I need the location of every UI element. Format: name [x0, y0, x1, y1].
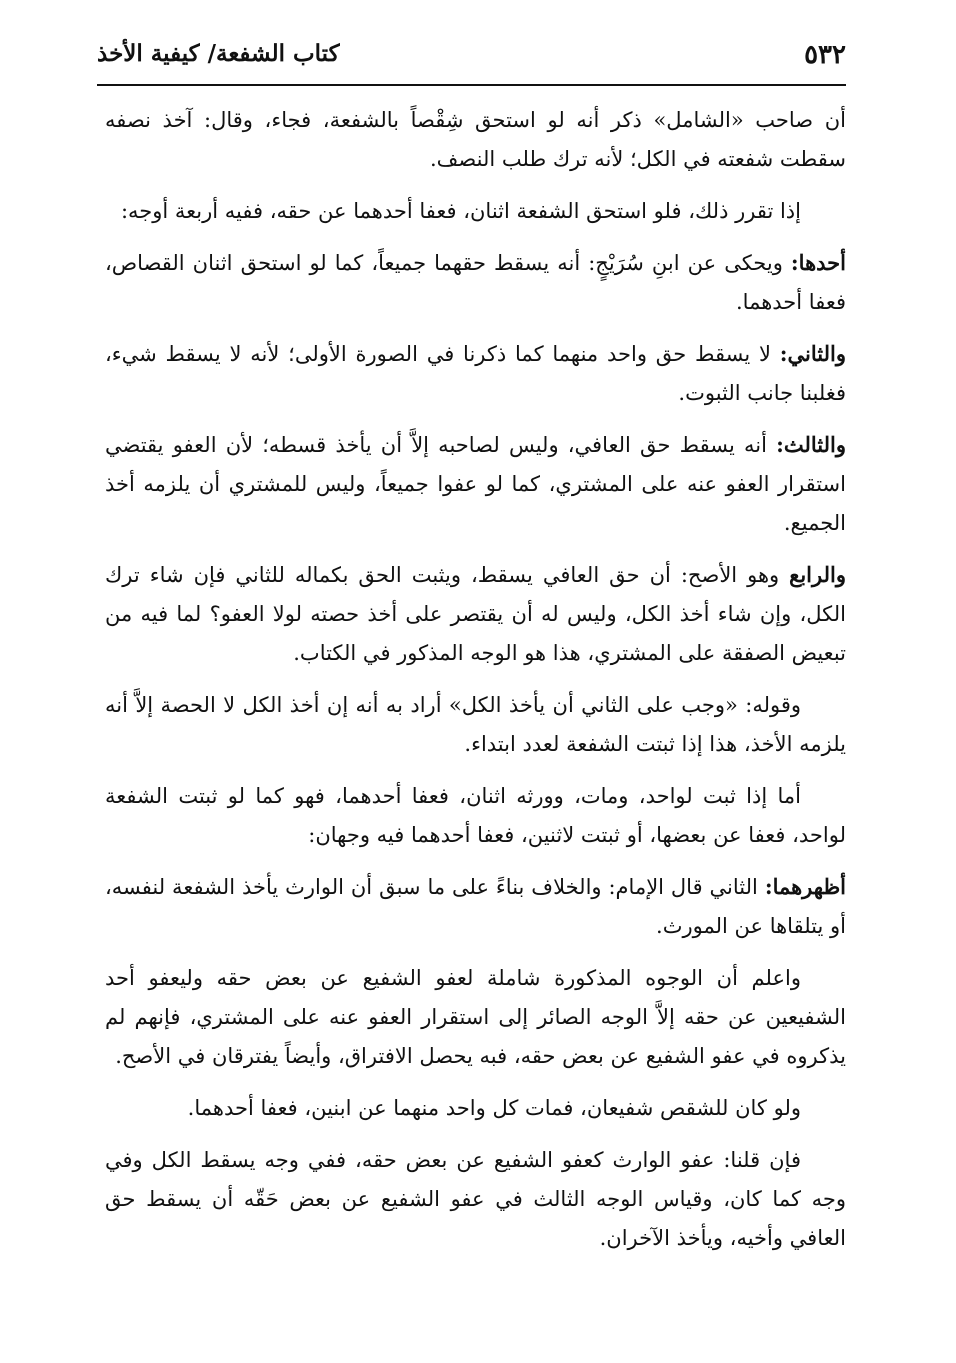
paragraph-lead: والرابع [789, 562, 846, 587]
paragraph-lead: والثالث: [776, 432, 846, 457]
paragraph-lead: أظهرهما: [764, 874, 846, 899]
paragraph-text: إذا تقرر ذلك، فلو استحق الشفعة اثنان، فعفا أحدهما عن حقه، ففيه أربعة أوجه: [120, 199, 801, 223]
paragraph-text: أن صاحب «الشامل» ذكر أنه لو استحق شِقْصاً بالشفعة، فجاء، وقال: آخذ نصفه سقطت شفعته في الكل؛ لأنه ترك طلب النصف. [105, 108, 846, 171]
paragraph-text: واعلم أن الوجوه المذكورة شاملة لعفو الشفيع عن بعض حقه وليعفو أحد الشفيعين عن حقه إلاَّ الوجه الصائر إلى استقرار العفو عنه على المشتري، فإنهم لم يذكروه في عفو الشفيع عن بعض حقه، فبه يحصل الافتراق، وأيضاً يفترقان في الأصح. [105, 966, 846, 1068]
page-header [97, 36, 846, 86]
paragraph [105, 685, 846, 764]
paragraph-text: لا يسقط حق واحد منهما كما ذكرنا في الصورة الأولى؛ لأنه لا يسقط شيء، فغلبنا جانب الثبوت. [105, 342, 846, 405]
paragraph-text: الثاني قال الإمام: والخلاف بناءً على ما سبق أن الوارث يأخذ الشفعة لنفسه، أو يتلقاها عن المورث. [105, 875, 846, 938]
page-number: ٥٣٢ [804, 40, 846, 70]
paragraph [105, 243, 846, 322]
paragraph-text: وقوله: «وجب على الثاني أن يأخذ الكل» أراد به أنه إن أخذ الكل لا الحصة إلاَّ أنه يلزمه الأخذ، هذا إذا ثبتت الشفعة لعدد ابتداء. [105, 693, 846, 756]
body-text [105, 100, 846, 1270]
paragraph [105, 958, 846, 1076]
paragraph [105, 100, 846, 179]
paragraph-text: ولو كان للشقص شفيعان، فمات كل واحد منهما عن ابنين، فعفا أحدهما. [187, 1096, 801, 1120]
paragraph-text: أنه يسقط حق العافي، وليس لصاحبه إلاَّ أن يأخذ قسطه؛ لأن العفو يقتضي استقرار العفو عنه على المشتري، كما لو عفوا جميعاً، وليس للمشتري أن يلزمه أخذ الجميع. [105, 433, 846, 535]
paragraph-text: ويحكى عن ابنِ سُرَيْجٍ: أنه يسقط حقهما جميعاً، كما لو استحق اثنان القصاص، فعفا أحدهما. [105, 251, 846, 314]
header-rule [97, 84, 846, 86]
paragraph-text: وهو الأصح: أن حق العافي يسقط، ويثبت الحق بكماله للثاني فإن شاء ترك الكل، وإن شاء أخذ الكل، وليس له أن يقتصر على أخذ حصته لولا العفو؟ لما فيه من تبعيض الصفقة على المشتري، هذا هو الوجه المذكور في الكتاب. [105, 563, 846, 665]
paragraph [105, 776, 846, 855]
paragraph [105, 1088, 846, 1128]
paragraph [105, 191, 846, 231]
paragraph [105, 334, 846, 413]
paragraph [105, 1140, 846, 1258]
paragraph-text: أما إذا ثبت لواحد، ومات، وورثه اثنان، فعفا أحدهما، فهو كما لو ثبتت الشفعة لواحد، فعفا عن بعضها، أو ثبتت لاثنين، فعفا أحدهما فيه وجهان: [105, 784, 846, 847]
paragraph [105, 867, 846, 946]
running-title: كتاب الشفعة/ كيفية الأخذ [97, 40, 340, 67]
paragraph-lead: والثاني: [779, 341, 846, 366]
paragraph-lead: أحدها: [790, 250, 846, 275]
paragraph [105, 425, 846, 543]
paragraph [105, 555, 846, 673]
paragraph-text: فإن قلنا: عفو الوارث كعفو الشفيع عن بعض حقه، ففي وجه يسقط الكل وفي وجه كما كان، وقياس الوجه الثالث في عفو الشفيع عن بعض حَقّه أن يسقط حق العافي وأخيه، ويأخذ الآخران. [105, 1148, 846, 1250]
